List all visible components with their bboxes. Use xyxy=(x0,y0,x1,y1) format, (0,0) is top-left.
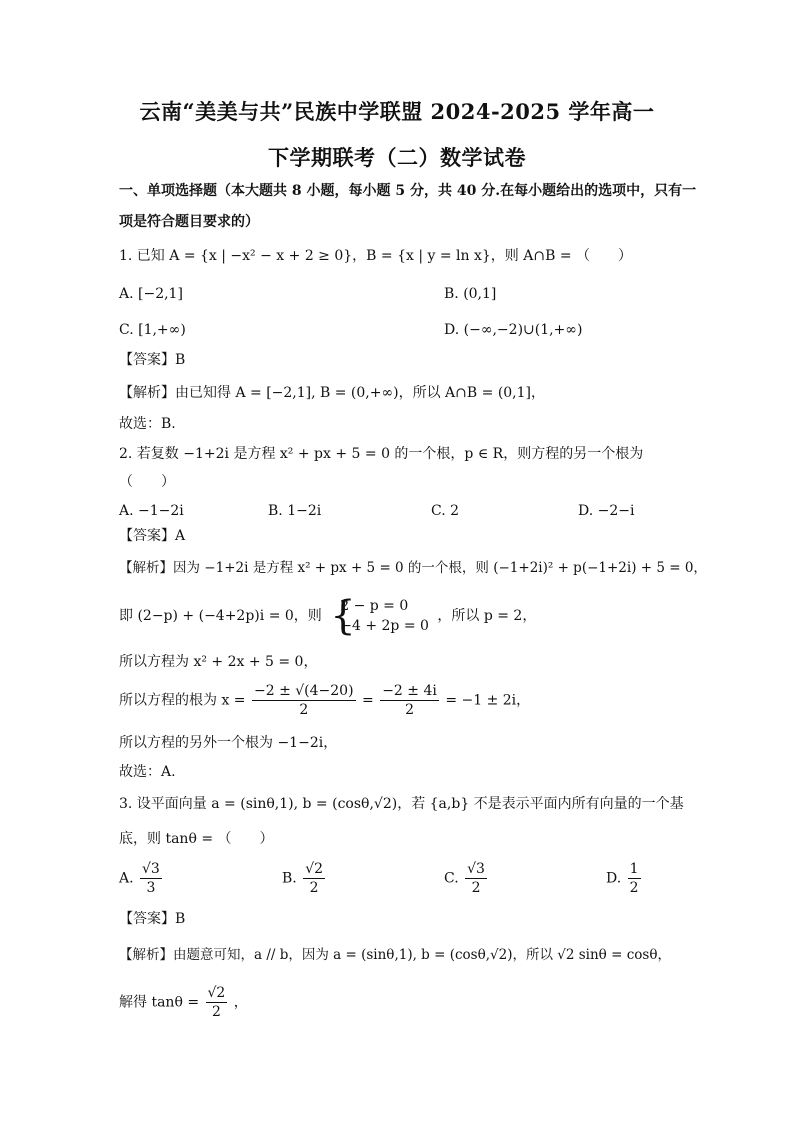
q2-system-row-1: 2 − p = 0 xyxy=(340,598,409,614)
q3-option-a-label: A. xyxy=(119,870,134,887)
q3-option-a-fraction xyxy=(140,860,162,897)
q3-analysis-1: 【解析】由题意可知，a // b，因为 a = (sinθ,1), b = (cosθ,√2)，所以 √2 sinθ = cosθ， xyxy=(119,947,671,963)
q2-analysis-4-prefix: 所以方程的根为 x = xyxy=(119,692,246,709)
title-line-2: 下学期联考（二）数学试卷 xyxy=(268,145,526,170)
q1-analysis: 【解析】由已知得 A = [−2,1], B = (0,+∞)，所以 A∩B = (0,1]， xyxy=(119,385,546,401)
q1-stem: 1. 已知 A = {x | −x² − x + 2 ≥ 0}，B = {x | y = ln x}，则 A∩B = （ ） xyxy=(119,248,633,264)
q1-option-c: C. [1,+∞) xyxy=(119,322,186,338)
title-line-1: 云南“美美与共”民族中学联盟 2024-2025 学年高一 xyxy=(139,99,655,124)
q3-option-b-numerator: √2 xyxy=(305,861,324,877)
q3-option-b-fraction xyxy=(303,860,325,897)
q1-option-b: B. (0,1] xyxy=(444,286,497,302)
q1-answer: 【答案】B xyxy=(119,352,186,368)
q2-conclusion: 故选：A. xyxy=(119,764,176,780)
q2-option-b: B. 1−2i xyxy=(268,503,322,519)
q3-option-c-fraction xyxy=(465,860,487,897)
q2-equals: = xyxy=(362,692,374,709)
q3-option-d-denominator: 2 xyxy=(629,880,639,896)
q2-analysis-2-suffix: ，所以 p = 2， xyxy=(437,608,537,624)
q2-fraction-2-denominator: 2 xyxy=(405,702,414,718)
q2-stem: 2. 若复数 −1+2i 是方程 x² + px + 5 = 0 的一个根，p ∈ R，则方程的另一个根为 xyxy=(119,446,644,462)
q2-paren: （ ） xyxy=(119,474,175,490)
q2-fraction-1 xyxy=(252,682,356,719)
q2-fraction-1-denominator: 2 xyxy=(299,702,309,718)
q2-analysis-2 xyxy=(119,593,537,639)
q2-option-a: A. −1−2i xyxy=(119,503,184,519)
q2-option-c: C. 2 xyxy=(431,503,460,519)
section-heading-line-2: 项是符合题目要求的） xyxy=(119,214,259,230)
q2-analysis-3: 所以方程为 x² + 2x + 5 = 0， xyxy=(119,654,318,670)
q3-option-c-denominator: 2 xyxy=(471,880,481,896)
q1-option-d: D. (−∞,−2)∪(1,+∞) xyxy=(444,322,583,338)
q2-equation-system xyxy=(330,593,429,639)
q3-option-b-denominator: 2 xyxy=(309,880,319,896)
q3-option-d-label: D. xyxy=(606,870,622,887)
q3-fraction-denominator: 2 xyxy=(211,1004,221,1020)
q3-option-b-label: B. xyxy=(282,870,297,887)
q2-analysis-2-prefix: 即 (2−p) + (−4+2p)i = 0，则 xyxy=(119,608,322,624)
q2-fraction-2-numerator: −2 ± 4i xyxy=(382,683,437,699)
q2-option-d: D. −2−i xyxy=(578,503,635,519)
q1-option-a: A. [−2,1] xyxy=(119,286,183,302)
q2-fraction-1-numerator: −2 ± √(4−20) xyxy=(253,683,354,699)
q3-option-d-numerator: 1 xyxy=(629,861,639,877)
q3-fraction-numerator: √2 xyxy=(207,985,226,1001)
q1-conclusion: 故选：B. xyxy=(119,416,176,432)
q3-option-c-label: C. xyxy=(444,870,459,887)
q3-option-b xyxy=(282,860,327,897)
q3-analysis-2-prefix: 解得 tanθ = xyxy=(119,994,200,1011)
section-heading-line-1: 一、单项选择题（本大题共 8 小题，每小题 5 分，共 40 分.在每小题给出的选项中，只有一 xyxy=(119,183,697,199)
q3-analysis-2 xyxy=(119,984,248,1021)
q3-option-a-denominator: 3 xyxy=(146,880,156,896)
q3-fraction xyxy=(206,984,228,1021)
q2-system-row-2: −4 + 2p = 0 xyxy=(340,618,429,634)
q2-fraction-2 xyxy=(380,682,439,719)
q2-analysis-1: 【解析】因为 −1+2i 是方程 x² + px + 5 = 0 的一个根，则 (−1+2i)² + p(−1+2i) + 5 = 0， xyxy=(119,560,707,576)
q3-option-d-fraction xyxy=(628,860,641,897)
q3-option-d xyxy=(606,860,643,897)
brace-icon: { xyxy=(330,593,356,639)
q2-answer: 【答案】A xyxy=(119,528,186,544)
q2-analysis-4-suffix: = −1 ± 2i， xyxy=(445,692,531,709)
q2-analysis-5: 所以方程的另外一个根为 −1−2i， xyxy=(119,735,338,751)
q2-analysis-4 xyxy=(119,682,530,719)
q3-option-a xyxy=(119,860,164,897)
q3-stem-2: 底，则 tanθ = （ ） xyxy=(119,831,274,847)
q3-analysis-2-suffix: ， xyxy=(233,994,248,1011)
q3-option-c-numerator: √3 xyxy=(467,861,485,877)
q3-option-a-numerator: √3 xyxy=(142,861,160,877)
q3-answer: 【答案】B xyxy=(119,911,186,927)
q3-option-c xyxy=(444,860,489,897)
q3-stem-1: 3. 设平面向量 a = (sinθ,1), b = (cosθ,√2)，若 {a,b} 不是表示平面内所有向量的一个基 xyxy=(119,796,684,812)
